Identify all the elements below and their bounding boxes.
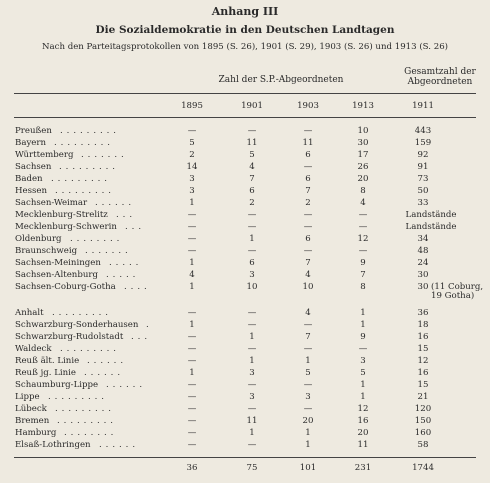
table-cell: 4	[360, 198, 366, 208]
table-cell: —	[187, 404, 197, 414]
table-cell: 7	[305, 186, 311, 196]
table-cell: 15	[417, 344, 429, 354]
table-cell: 8	[360, 186, 366, 196]
row-label: Baden	[15, 174, 43, 184]
table-cell: 6	[249, 258, 255, 268]
table-cell: —	[187, 416, 197, 426]
leader-dots: . . . . . .	[106, 380, 143, 390]
leader-dots: . . .	[125, 222, 142, 232]
table-cell: 10	[357, 126, 369, 136]
row-label: Sachsen-Coburg-Gotha	[15, 282, 116, 292]
table-cell: 1	[360, 308, 366, 318]
table-cell: 1	[360, 392, 366, 402]
leader-dots: . . . . . . . . .	[55, 404, 112, 414]
table-cell: —	[358, 210, 368, 220]
table-cell: 12	[417, 356, 429, 366]
leader-dots: . . . . . . .	[81, 150, 125, 160]
leader-dots: . . . . . . . . .	[55, 186, 112, 196]
table-cell: 1	[189, 320, 195, 330]
year-header: 1901	[241, 101, 263, 111]
table-cell: 1	[189, 258, 195, 268]
leader-dots: . . . . . . . . .	[59, 162, 116, 172]
table-cell: 1	[305, 356, 311, 366]
leader-dots: . . . . . .	[87, 356, 124, 366]
table-cell: —	[187, 440, 197, 450]
table-cell: 50	[417, 186, 429, 196]
total-cell: 231	[354, 463, 372, 473]
table-cell: 30	[417, 282, 429, 292]
table-cell: —	[247, 404, 257, 414]
table-cell: 4	[305, 270, 311, 280]
table-cell: 3	[249, 368, 255, 378]
table-cell: 48	[417, 246, 429, 256]
row-label: Schaumburg-Lippe	[15, 380, 99, 390]
table-cell: 5	[305, 368, 311, 378]
table-cell: 1	[249, 428, 255, 438]
table-cell: —	[303, 126, 313, 136]
total-cell: 1744	[412, 463, 434, 473]
table-cell: 4	[249, 162, 255, 172]
header-rule-top	[14, 93, 476, 94]
table-cell: 26	[357, 162, 369, 172]
table-cell: 1	[249, 332, 255, 342]
total-cell: 101	[299, 463, 317, 473]
table-cell: —	[187, 308, 197, 318]
table-cell: 7	[360, 270, 366, 280]
table-cell: 7	[305, 258, 311, 268]
row-label: Sachsen-Weimar	[15, 198, 88, 208]
row-label: Oldenburg	[15, 234, 62, 244]
table-cell: 20	[357, 174, 369, 184]
table-cell: 3	[249, 270, 255, 280]
table-cell: 4	[189, 270, 195, 280]
leader-dots: . . .	[116, 210, 133, 220]
row-label: Reuß jg. Linie	[15, 368, 77, 378]
table-cell: 24	[417, 258, 429, 268]
leader-dots: . . . . . . . . .	[54, 138, 111, 148]
table-cell: —	[303, 380, 313, 390]
table-cell: 6	[305, 234, 311, 244]
table-cell: 36	[417, 308, 429, 318]
leader-dots: . . . . . . . . .	[60, 126, 117, 136]
table-cell: —	[247, 320, 257, 330]
table-cell: —	[247, 126, 257, 136]
total-cell: 75	[246, 463, 258, 473]
row-label: Reuß ält. Linie	[15, 356, 80, 366]
table-cell: —	[303, 246, 313, 256]
table-cell: —	[247, 380, 257, 390]
table-cell: —	[358, 246, 368, 256]
table-cell: 16	[357, 416, 369, 426]
table-cell: —	[303, 404, 313, 414]
table-cell: —	[187, 234, 197, 244]
table-cell: 1	[189, 282, 195, 292]
table-cell: 14	[186, 162, 198, 172]
table-cell: —	[187, 210, 197, 220]
row-label: Hamburg	[15, 428, 57, 438]
table-cell: 443	[414, 126, 432, 136]
table-cell: —	[187, 380, 197, 390]
table-cell: 18	[417, 320, 429, 330]
table-cell: 3	[189, 186, 195, 196]
table-cell: 6	[249, 186, 255, 196]
row-label: Bayern	[15, 138, 47, 148]
table-cell: 11	[357, 440, 369, 450]
table-cell: 73	[417, 174, 429, 184]
table-cell: 92	[417, 150, 429, 160]
table-cell: —	[247, 222, 257, 232]
table-cell: —	[247, 210, 257, 220]
row-label: Lippe	[15, 392, 40, 402]
table-cell: 30	[417, 270, 429, 280]
table-cell: —	[247, 344, 257, 354]
table-cell: 5	[249, 150, 255, 160]
row-label: Elsaß-Lothringen	[15, 440, 91, 450]
table-cell: 11	[302, 138, 314, 148]
leader-dots: . . . . . . . . .	[51, 174, 108, 184]
table-cell: Landstände	[405, 222, 457, 232]
table-cell: 16	[417, 332, 429, 342]
table-cell: —	[187, 222, 197, 232]
table-cell: 7	[249, 174, 255, 184]
table-cell: 12	[357, 234, 369, 244]
table-cell: —	[303, 210, 313, 220]
table-cell: 159	[414, 138, 432, 148]
table-cell: —	[303, 320, 313, 330]
table-cell: —	[358, 344, 368, 354]
table-cell: 2	[249, 198, 255, 208]
table-cell: —	[187, 126, 197, 136]
row-label: Preußen	[15, 126, 52, 136]
row-label: Mecklenburg-Strelitz	[15, 210, 108, 220]
table-cell: 6	[305, 174, 311, 184]
row-label: Hessen	[15, 186, 48, 196]
table-cell: 20	[302, 416, 314, 426]
table-cell: 58	[417, 440, 429, 450]
year-header: 1913	[352, 101, 374, 111]
total-header-line2: Abgeordneten	[407, 77, 473, 87]
row-label: Lübeck	[15, 404, 47, 414]
table-cell: 120	[414, 404, 432, 414]
row-label: Sachsen	[15, 162, 52, 172]
table-cell: 9	[360, 332, 366, 342]
leader-dots: . . . . . . . . .	[52, 308, 109, 318]
leader-dots: . . . . . . .	[85, 246, 129, 256]
table-cell: —	[187, 332, 197, 342]
table-cell: Landstände	[405, 210, 457, 220]
table-cell: 16	[417, 368, 429, 378]
table-cell: —	[247, 246, 257, 256]
table-cell: 33	[417, 198, 429, 208]
table-cell: 10	[302, 282, 314, 292]
table-cell: 1	[305, 428, 311, 438]
table-cell: —	[187, 428, 197, 438]
table-cell: 1	[305, 440, 311, 450]
table-cell: 2	[189, 150, 195, 160]
table-cell: —	[187, 246, 197, 256]
table-cell: 21	[417, 392, 429, 402]
row-label: Württemberg	[15, 150, 74, 160]
leader-dots: . . . . . .	[99, 440, 136, 450]
row-label: Anhalt	[15, 308, 44, 318]
table-cell: 1	[189, 198, 195, 208]
table-cell: 3	[189, 174, 195, 184]
leader-dots: .	[146, 320, 150, 330]
table-cell: 12	[357, 404, 369, 414]
table-cell: 15	[417, 380, 429, 390]
row-label: Sachsen-Meiningen	[15, 258, 101, 268]
table-cell: 160	[414, 428, 432, 438]
total-header-line1: Gesamtzahl der	[404, 67, 476, 77]
leader-dots: . . . . . .	[84, 368, 121, 378]
row-label: Bremen	[15, 416, 50, 426]
table-cell: 1	[249, 234, 255, 244]
table-cell: —	[187, 344, 197, 354]
table-cell: 6	[305, 150, 311, 160]
table-cell: —	[303, 162, 313, 172]
leader-dots: . . . . . . . . .	[48, 392, 105, 402]
table-cell: 11	[246, 416, 258, 426]
row-footnote: (11 Coburg, 19 Gotha)	[431, 281, 484, 302]
table-cell: —	[247, 440, 257, 450]
totals-rule	[14, 457, 476, 458]
table-cell: 8	[360, 282, 366, 292]
table-cell: 1	[189, 368, 195, 378]
leader-dots: . . . . . . . . .	[60, 344, 117, 354]
table-cell: 2	[305, 198, 311, 208]
table-cell: 3	[360, 356, 366, 366]
table-cell: 150	[414, 416, 432, 426]
source-note: Nach den Parteitagsprotokollen von 1895 (S. 26), 1901 (S. 29), 1903 (S. 26) und 1913 (S. 26)	[41, 42, 449, 52]
table-cell: 1	[360, 320, 366, 330]
table-cell: 5	[189, 138, 195, 148]
table-cell: 91	[417, 162, 429, 172]
table-cell: —	[358, 222, 368, 232]
table-cell: —	[303, 222, 313, 232]
table-cell: 11	[246, 138, 258, 148]
table-cell: 4	[305, 308, 311, 318]
year-header: 1895	[181, 101, 203, 111]
table-cell: 7	[305, 332, 311, 342]
table-cell: 3	[305, 392, 311, 402]
table-title: Die Sozialdemokratie in den Deutschen Landtagen	[95, 24, 395, 36]
year-header: 1903	[297, 101, 319, 111]
total-cell: 36	[186, 463, 198, 473]
table-cell: 20	[357, 428, 369, 438]
header-rule-bottom	[14, 117, 476, 118]
table-cell: —	[187, 392, 197, 402]
table-cell: 17	[357, 150, 369, 160]
leader-dots: . . . . .	[106, 270, 136, 280]
leader-dots: . . .	[131, 332, 148, 342]
leader-dots: . . . . . .	[95, 198, 132, 208]
group-header: Zahl der S.P.-Abgeordneten	[218, 75, 344, 85]
leader-dots: . . . .	[124, 282, 148, 292]
row-label: Waldeck	[15, 344, 52, 354]
leader-dots: . . . . . . . .	[70, 234, 120, 244]
table-cell: 30	[357, 138, 369, 148]
row-label: Braunschweig	[15, 246, 78, 256]
table-cell: 3	[249, 392, 255, 402]
row-label: Sachsen-Altenburg	[15, 270, 98, 280]
table-cell: 10	[246, 282, 258, 292]
row-label: Schwarzburg-Rudolstadt	[15, 332, 124, 342]
table-cell: 1	[249, 356, 255, 366]
row-label: Schwarzburg-Sonderhausen	[15, 320, 139, 330]
leader-dots: . . . . . . . . .	[57, 416, 114, 426]
table-cell: 5	[360, 368, 366, 378]
table-cell: 1	[360, 380, 366, 390]
table-cell: 34	[417, 234, 429, 244]
year-header: 1911	[412, 101, 434, 111]
table-cell: —	[187, 356, 197, 366]
table-cell: —	[303, 344, 313, 354]
row-label: Mecklenburg-Schwerin	[15, 222, 117, 232]
table-cell: —	[247, 308, 257, 318]
leader-dots: . . . . . . . .	[64, 428, 114, 438]
appendix-heading: Anhang III	[211, 5, 279, 18]
table-cell: 9	[360, 258, 366, 268]
leader-dots: . . . . .	[109, 258, 139, 268]
